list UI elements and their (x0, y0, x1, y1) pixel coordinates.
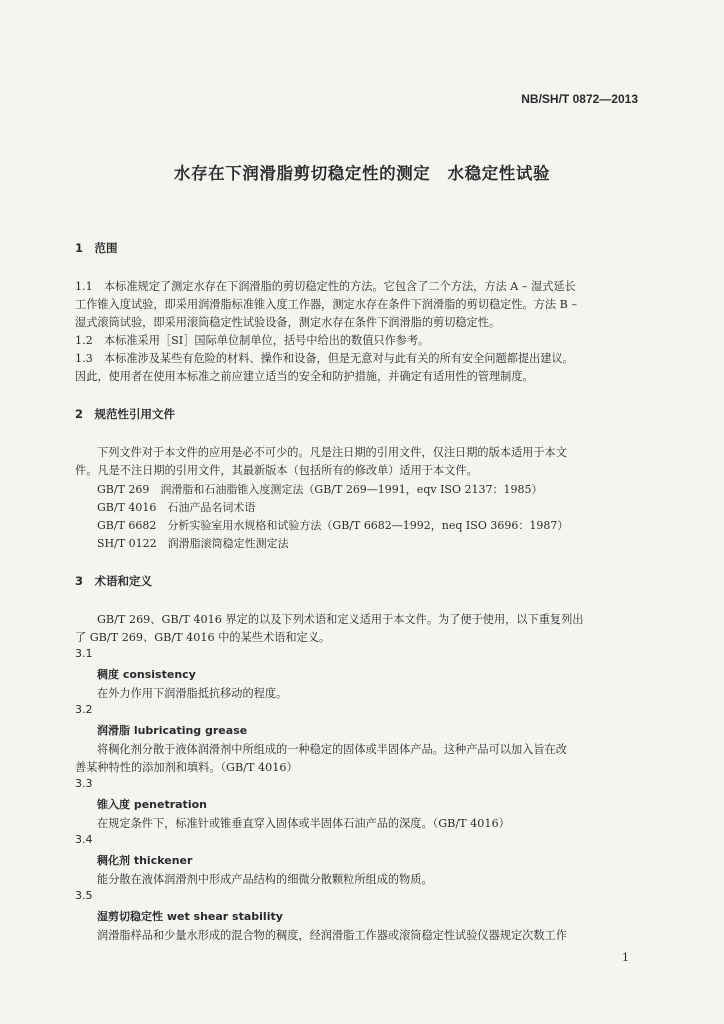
section-1-line: 因此，使用者在使用本标准之前应建立适当的安全和防护措施，并确定有适用性的管理制度。 (75, 370, 534, 383)
term-title: 稠度 consistency (97, 668, 196, 681)
section-1-line: 1.3 本标准涉及某些有危险的材料、操作和设备，但是无意对与此有关的所有安全问题都提出建议。 (75, 352, 574, 365)
section-2-intro: 下列文件对于本文件的应用是必不可少的。凡是注日期的引用文件，仅注日期的版本适用于本文 (97, 446, 567, 459)
term-number: 3.4 (75, 833, 93, 846)
section-2-heading: 2 规范性引用文件 (75, 407, 176, 421)
normative-reference: GB/T 4016 石油产品名词术语 (97, 501, 256, 514)
term-title: 锥入度 penetration (97, 798, 207, 811)
section-3-intro: GB/T 269、GB/T 4016 界定的以及下列术语和定义适用于本文件。为了便于使用，以下重复列出 (97, 613, 584, 626)
term-title: 湿剪切稳定性 wet shear stability (97, 910, 283, 923)
term-definition: 在外力作用下润滑脂抵抗移动的程度。 (97, 687, 288, 700)
term-title: 稠化剂 thickener (97, 854, 193, 867)
term-definition: 将稠化剂分散于液体润滑剂中所组成的一种稳定的固体或半固体产品。这种产品可以加入旨在改 (97, 743, 567, 756)
term-number: 3.3 (75, 777, 93, 790)
section-1-line: 1.2 本标准采用［SI］国际单位制单位，括号中给出的数值只作参考。 (75, 334, 430, 347)
term-title: 润滑脂 lubricating grease (97, 724, 248, 737)
term-definition: 润滑脂样品和少量水形成的混合物的稠度，经润滑脂工作器或滚筒稳定性试验仪器规定次数工作 (97, 929, 567, 942)
normative-reference: GB/T 269 润滑脂和石油脂锥入度测定法（GB/T 269—1991，eqv ISO 2137：1985） (97, 483, 543, 496)
page-number: 1 (622, 951, 629, 964)
term-number: 3.5 (75, 889, 93, 902)
section-3-intro: 了 GB/T 269、GB/T 4016 中的某些术语和定义。 (75, 631, 331, 644)
standard-number: NB/SH/T 0872—2013 (521, 92, 638, 106)
term-definition: 在规定条件下，标准针或锥垂直穿入固体或半固体石油产品的深度。（GB/T 4016） (97, 817, 510, 830)
section-3-heading: 3 术语和定义 (75, 574, 153, 588)
normative-reference: SH/T 0122 润滑脂滚筒稳定性测定法 (97, 537, 289, 550)
section-2-intro: 件。凡是不注日期的引用文件，其最新版本（包括所有的修改单）适用于本文件。 (75, 464, 478, 477)
term-number: 3.1 (75, 647, 93, 660)
document-title: 水存在下润滑脂剪切稳定性的测定 水稳定性试验 (173, 164, 551, 183)
section-1-heading: 1 范围 (75, 241, 118, 255)
term-number: 3.2 (75, 703, 93, 716)
section-1-line: 工作锥入度试验，即采用润滑脂标准锥入度工作器，测定水存在条件下润滑脂的剪切稳定性。方法 B – (75, 298, 577, 311)
normative-reference: GB/T 6682 分析实验室用水规格和试验方法（GB/T 6682—1992，neq ISO 3696：1987） (97, 519, 569, 532)
term-definition: 能分散在液体润滑剂中形成产品结构的细微分散颗粒所组成的物质。 (97, 873, 433, 886)
section-1-line: 湿式滚筒试验，即采用滚筒稳定性试验设备，测定水存在条件下润滑脂的剪切稳定性。 (75, 316, 501, 329)
section-1-line: 1.1 本标准规定了测定水存在下润滑脂的剪切稳定性的方法。它包含了二个方法，方法 A – 湿式延长 (75, 280, 576, 293)
term-definition: 善某种特性的添加剂和填料。（GB/T 4016） (75, 761, 298, 774)
